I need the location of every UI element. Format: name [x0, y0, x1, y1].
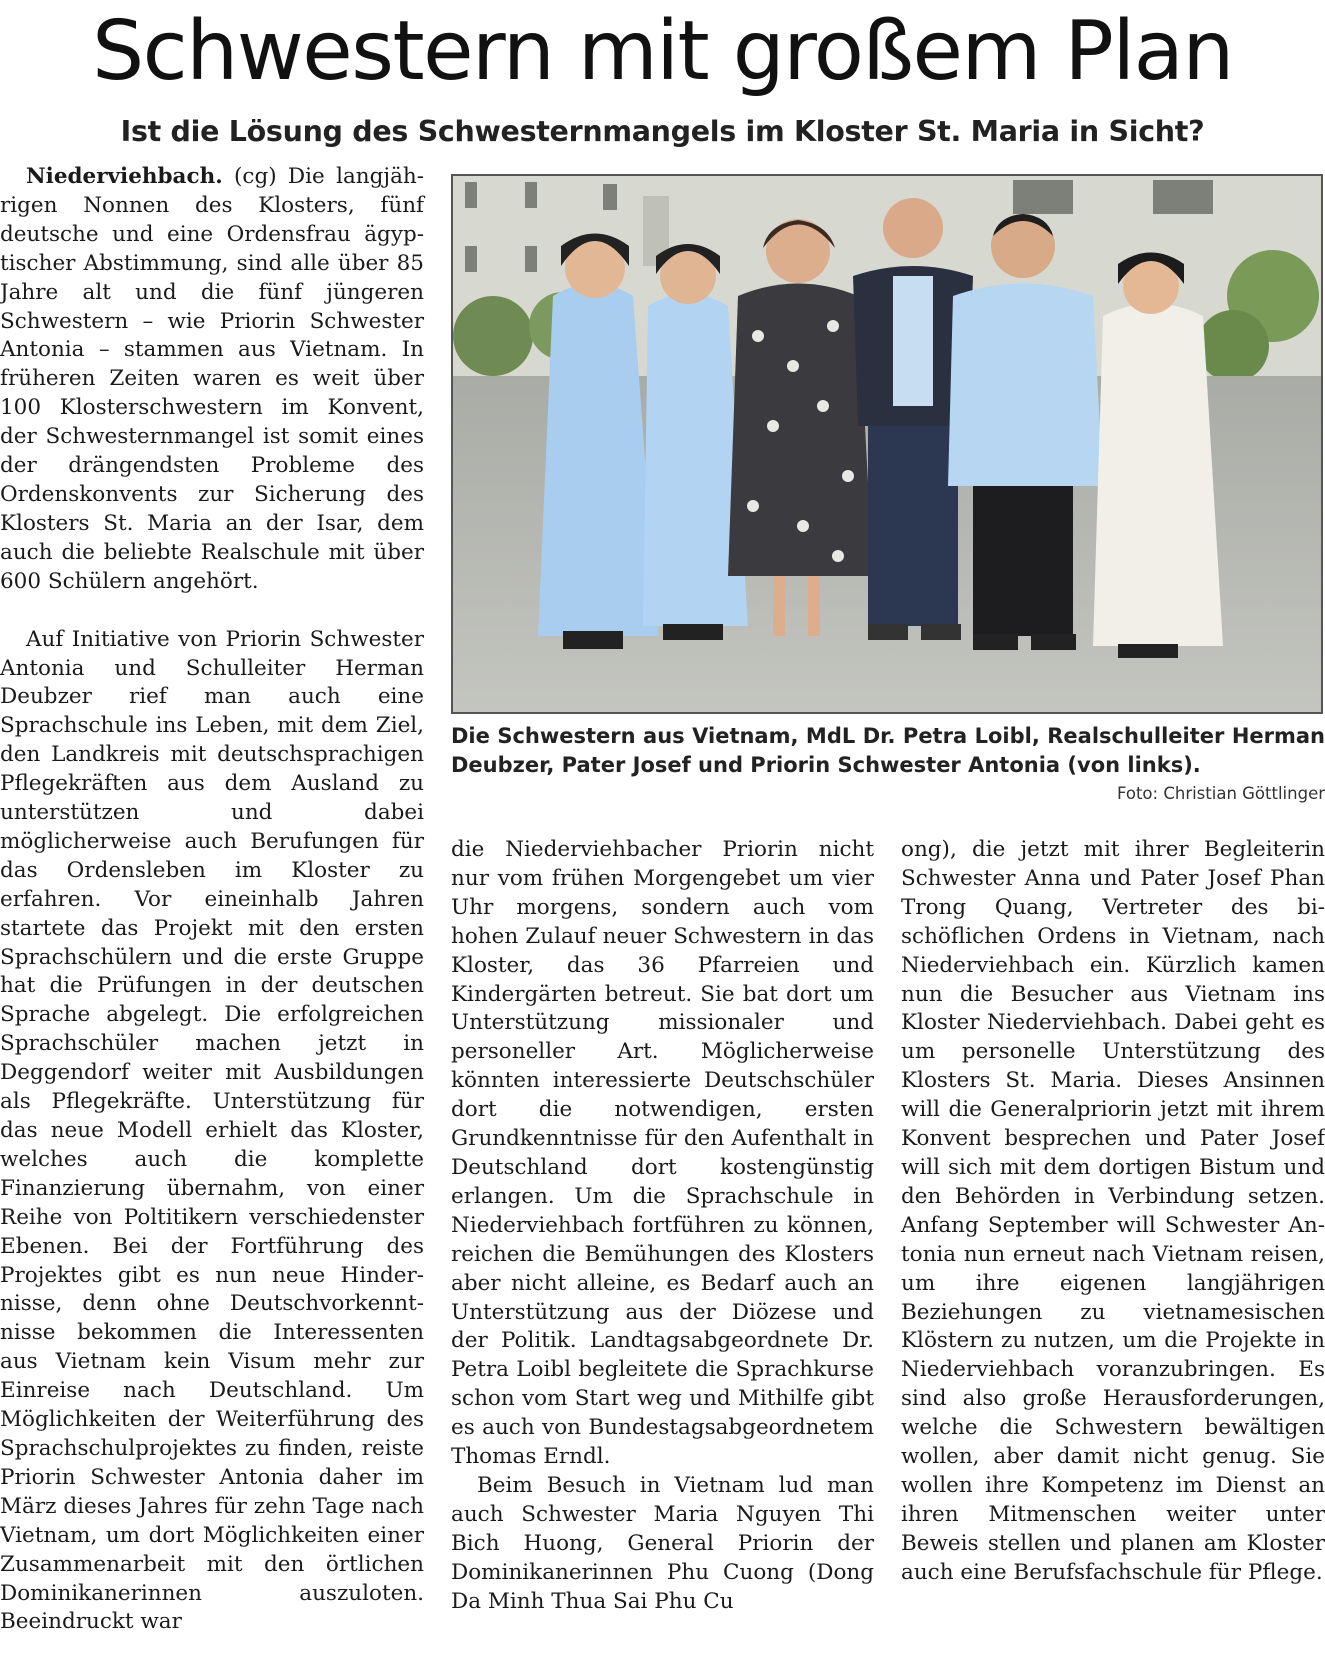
article-column-3	[901, 836, 1325, 1588]
paragraph: die Niederviehbacher Priorin nicht nur vom frühen Morgengebet um vier Uhr morgens, sondern auch vom hohen Zulauf neuer Schwestern in das Kloster, das 36 Pfarreien und Kindergärten betreut. Sie bat dort um Unterstützung missionaler und personeller Art. Möglicherweise könnten interessierte Deutschschüler dort die notwendigen, ersten Grundkenntnisse für den Aufenthalt in Deutschland dort kostengünstig erlangen. Um die Sprachschule in Niederviehbach fortführen zu können, reichen die Bemühungen des Klosters aber nicht alleine, es Bedarf auch an Unterstützung aus der Diözese und der Politik. Landtagsabgeordnete Dr. Petra Loibl begleitete die Sprachkurse schon vom Start weg und Mithilfe gibt es auch von Bundestagsabgeordnetem Thomas Erndl.	[451, 837, 874, 1470]
article-column-2	[451, 836, 874, 1616]
article-column-1	[0, 163, 424, 1637]
subheadline: Ist die Lösung des Schwesternmangels im Kloster St. Maria in Sicht?	[120, 115, 1205, 148]
photo-caption: Die Schwestern aus Vietnam, MdL Dr. Petra Loibl, Realschulleiter Herman Deubzer, Pater Josef und Priorin Schwester Antonia (von links).	[451, 724, 1325, 777]
photo-credit: Foto: Christian Göttlinger	[1116, 784, 1325, 803]
group-photo-illustration	[453, 176, 1321, 712]
paragraph: ong), die jetzt mit ihrer Begleiterin Schwester Anna und Pater Josef Phan Trong Quang, Vertreter des bischöflichen Ordens in Vietnam, nach Niederviehbach ein. Kürzlich kamen nun die Besucher aus Vietnam ins Kloster Niederviehbach. Dabei geht es um personelle Unterstützung des Klosters St. Maria. Dieses Ansinnen will die Generalpriorin jetzt mit ihrem Konvent besprechen und Pater Josef will sich mit dem dortigen Bistum und den Behörden in Verbindung setzen. Anfang September will Schwester Antonia nun erneut nach Vietnam reisen, um ihre eigenen langjährigen Beziehungen zu vietnamesischen Klöstern zu nutzen, um die Projekte in Niederviehbach voranzubringen. Es sind also große Herausforderungen, welche die Schwestern bewältigen wollen, aber damit nicht genug. Sie wollen ihre Kompetenz im Dienst an ihren Mitmenschen weiter unter Beweis stellen und planen am Kloster auch eine Berufsfachschule für Pflege.	[901, 837, 1325, 1585]
headline: Schwestern mit großem Plan	[92, 4, 1233, 99]
paragraph	[0, 163, 424, 597]
paragraph: Beim Besuch in Vietnam lud man auch Schwester Maria Nguyen Thi Bich Huong, General Priorin der Dominikanerinnen Phu Cuong (Dong Da Minh Thua Sai Phu Cu	[451, 1472, 874, 1614]
dateline: Niederviehbach.	[26, 164, 223, 189]
paragraph: Auf Initiative von Priorin Schwester Antonia und Schulleiter Herman Deubzer rief man auch eine Sprachschule ins Leben, mit dem Ziel, den Landkreis mit deutschsprachigen Pflegekräften aus dem Ausland zu unterstützen und dabei möglicherweise auch Berufungen für das Ordensleben im Kloster zu erfahren. Vor eineinhalb Jahren startete das Projekt mit den ersten Sprachschülern und die erste Gruppe hat die Prüfungen in der deutschen Sprache abgelegt. Die erfolgreichen Sprachschüler machen jetzt in Deggendorf weiter mit Ausbildungen als Pflegekräfte. Unterstützung für das neue Modell erhielt das Kloster, welches auch die komplette Finanzierung übernahm, von einer Reihe von Poltitikern verschiedenster Ebenen. Bei der Fortführung des Projektes gibt es nun neue Hindernisse, denn ohne Deutschvorkenntnisse bekommen die Interessenten aus Vietnam kein Visum mehr zur Einreise nach Deutschland. Um Möglichkeiten der Weiterführung des Sprachschulprojektes zu finden, reiste Priorin Schwester Antonia daher im März dieses Jahres für zehn Tage nach Vietnam, um dort Möglichkeiten einer Zusammenarbeit mit den örtlichen Dominikanerinnen auszuloten. Beeindruckt war	[0, 626, 424, 1635]
article-photo	[451, 174, 1323, 714]
paragraph-text: (cg) Die langjährigen Nonnen des Klosters, fünf deutsche und eine Ordensfrau ägyptischer Abstimmung, sind alle über 85 Jahre alt und die fünf jüngeren Schwestern – wie Priorin Schwester Antonia – stammen aus Vietnam. In früheren Zeiten waren es weit über 100 Klosterschwestern im Konvent, der Schwesternmangel ist somit eines der drängendsten Probleme des Ordenskonvents zur Sicherung des Klosters St. Maria an der Isar, dem auch die beliebte Realschule mit über 600 Schülern angehört.	[0, 164, 424, 594]
